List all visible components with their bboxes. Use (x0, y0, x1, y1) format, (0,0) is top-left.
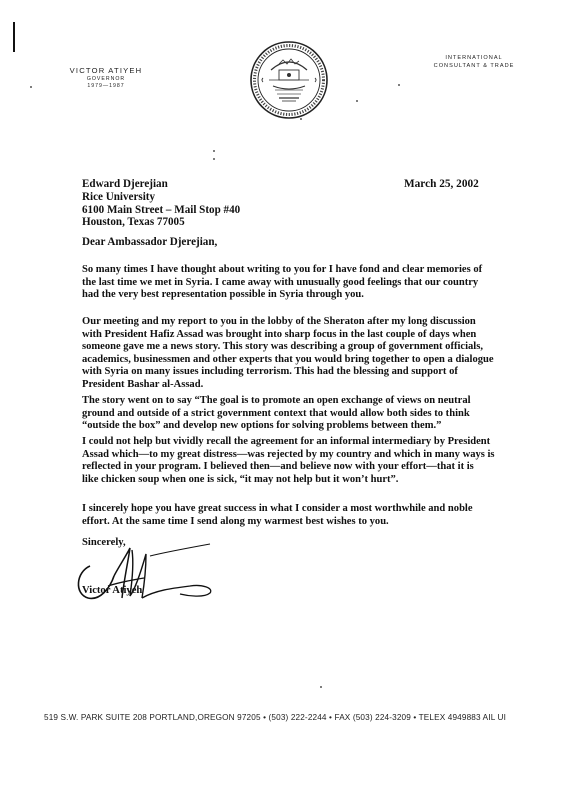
text-line: The story went on to say “The goal is to promote an open exchange of views on neutral (82, 395, 471, 406)
sender-title: GOVERNOR (86, 76, 126, 82)
scan-speck (213, 150, 215, 152)
text-line: President Bashar al-Assad. (82, 378, 204, 390)
text-line: ground and outside of a strict government context that would allow both sides to think (82, 407, 470, 419)
sender-years: 1979—1987 (87, 83, 125, 89)
scan-speck (356, 100, 358, 102)
business-line-2: CONSULTANT & TRADE (433, 63, 515, 69)
text-line: had the very best representation possible in Syria through you. (82, 289, 364, 301)
text-line: Assad which—to my great distress—was rejected by my country and which in many ways is (82, 448, 495, 460)
scan-speck (300, 118, 302, 120)
letterhead-sender (58, 66, 154, 90)
text-line: like chicken soup when one is sick, “it may not help but it won’t hurt”. (82, 473, 399, 485)
scan-edge-mark (13, 22, 15, 52)
paragraph-1 (82, 264, 514, 302)
text-line: I sincerely hope you have great success in what I consider a most worthwhile and noble (82, 503, 473, 514)
text-line: reflected in your program. I believed then—and believe now with your effort—that it is (82, 461, 474, 473)
signer-name: Victor Atiyeh (82, 585, 143, 596)
text-line: with President Hafiz Assad was brought into sharp focus in the last couple of days when (82, 328, 477, 340)
business-line-1: INTERNATIONAL (445, 55, 503, 61)
text-line: “outside the box” and develop new options for solving problems between them.” (82, 420, 442, 432)
text-line: academics, businessmen and other experts that you would bring together to open a dialogue (82, 353, 494, 365)
text-line: So many times I have thought about writing to you for I have fond and clear memories of (82, 264, 483, 275)
letterhead-footer: 519 S.W. PARK SUITE 208 PORTLAND,OREGON 97205 • (503) 222-2244 • FAX (503) 224-3209 • TELEX 4949883 AIL UI (44, 713, 507, 722)
text-line: someone gave me a news story. This story was describing a group of government officials, (82, 341, 483, 353)
scan-speck (398, 84, 400, 86)
address-line: Rice University (82, 190, 156, 203)
paragraph-3 (82, 395, 514, 433)
scan-speck (320, 686, 322, 688)
address-line: Edward Djerejian (82, 178, 168, 190)
letter-date: March 25, 2002 (404, 178, 479, 190)
handwritten-signature-icon (70, 538, 220, 610)
text-line: with Syria on many issues including terrorism. This had the blessing and support of (82, 366, 458, 378)
text-line: the last time we met in Syria. I came away with unusually good feelings that our country (82, 276, 479, 288)
address-line: Houston, Texas 77005 (82, 216, 185, 229)
state-seal-icon (249, 40, 329, 120)
paragraph-4 (82, 436, 514, 486)
scan-speck (213, 158, 215, 160)
sender-name: VICTOR ATIYEH (69, 66, 143, 75)
text-line: effort. At the same time I send along my warmest best wishes to you. (82, 515, 389, 527)
address-line: 6100 Main Street – Mail Stop #40 (82, 203, 241, 216)
letterhead-business (424, 54, 524, 70)
paragraph-5 (82, 503, 514, 528)
scan-speck (30, 86, 32, 88)
closing: Sincerely, (82, 537, 126, 548)
salutation: Dear Ambassador Djerejian, (82, 236, 218, 248)
text-line: Our meeting and my report to you in the lobby of the Sheraton after my long discussion (82, 316, 476, 327)
recipient-address (82, 178, 240, 229)
text-line: I could not help but vividly recall the agreement for an informal intermediary by President (82, 436, 491, 447)
paragraph-2 (82, 316, 514, 392)
